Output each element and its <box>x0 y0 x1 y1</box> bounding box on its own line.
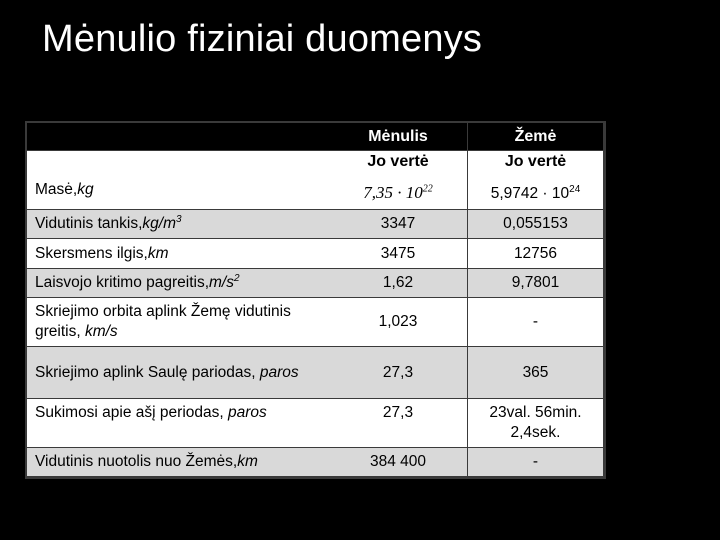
table-row <box>25 210 606 238</box>
row-label: Skriejimo aplink Saulę pariodas, paros <box>27 347 329 398</box>
table-row <box>25 347 606 398</box>
earth-mass-value: $5,9742 \cdot 10^{24}$ <box>490 183 581 202</box>
moon-cell: 1,023 <box>329 298 467 346</box>
table-row <box>25 239 606 268</box>
earth-cell: 12756 <box>468 239 603 268</box>
table-row <box>25 399 606 447</box>
moon-cell: 3475 <box>329 239 467 268</box>
moon-cell: 27,3 <box>329 399 467 447</box>
earth-cell: 23val. 56min. 2,4sek. <box>468 399 603 447</box>
earth-cell: - <box>468 298 603 346</box>
moon-mass-value: $7,35 \cdot 10^{22}$ <box>363 183 433 202</box>
slide-title: Mėnulio fiziniai duomenys <box>42 18 483 60</box>
earth-cell: 9,7801 <box>468 269 603 297</box>
table-row <box>25 448 606 476</box>
table-header-row <box>25 123 606 150</box>
row-label: Sukimosi apie ašį periodas, paros <box>27 399 329 447</box>
header-earth: Žemė <box>468 123 603 150</box>
table-row <box>25 269 606 297</box>
header-moon: Mėnulis <box>329 123 467 150</box>
table-row <box>25 151 606 209</box>
row-label: Vidutinis tankis, $kg/m^3$ <box>27 210 329 238</box>
moon-cell: 1,62 <box>329 269 467 297</box>
earth-cell <box>468 151 603 209</box>
data-table <box>25 121 606 479</box>
moon-cell: 3347 <box>329 210 467 238</box>
row-label: Laisvojo kritimo pagreitis, $m/s^2$ <box>27 269 329 297</box>
row-label: Masė, kg <box>27 151 329 209</box>
moon-cell: 27,3 <box>329 347 467 398</box>
row-label: Skersmens ilgis, km <box>27 239 329 268</box>
row-label: Vidutinis nuotolis nuo Žemės, km <box>27 448 329 476</box>
header-blank-cell <box>27 123 329 150</box>
row-label: Skriejimo orbita aplink Žemę vidutinis greitis, km/s <box>27 298 329 346</box>
earth-cell: 365 <box>468 347 603 398</box>
moon-cell <box>329 151 467 209</box>
moon-cell: 384 400 <box>329 448 467 476</box>
moon-subheader: Jo vertė <box>367 153 429 170</box>
earth-subheader: Jo vertė <box>504 153 567 170</box>
earth-cell: 0,055153 <box>468 210 603 238</box>
earth-cell: - <box>468 448 603 476</box>
table-row <box>25 298 606 346</box>
